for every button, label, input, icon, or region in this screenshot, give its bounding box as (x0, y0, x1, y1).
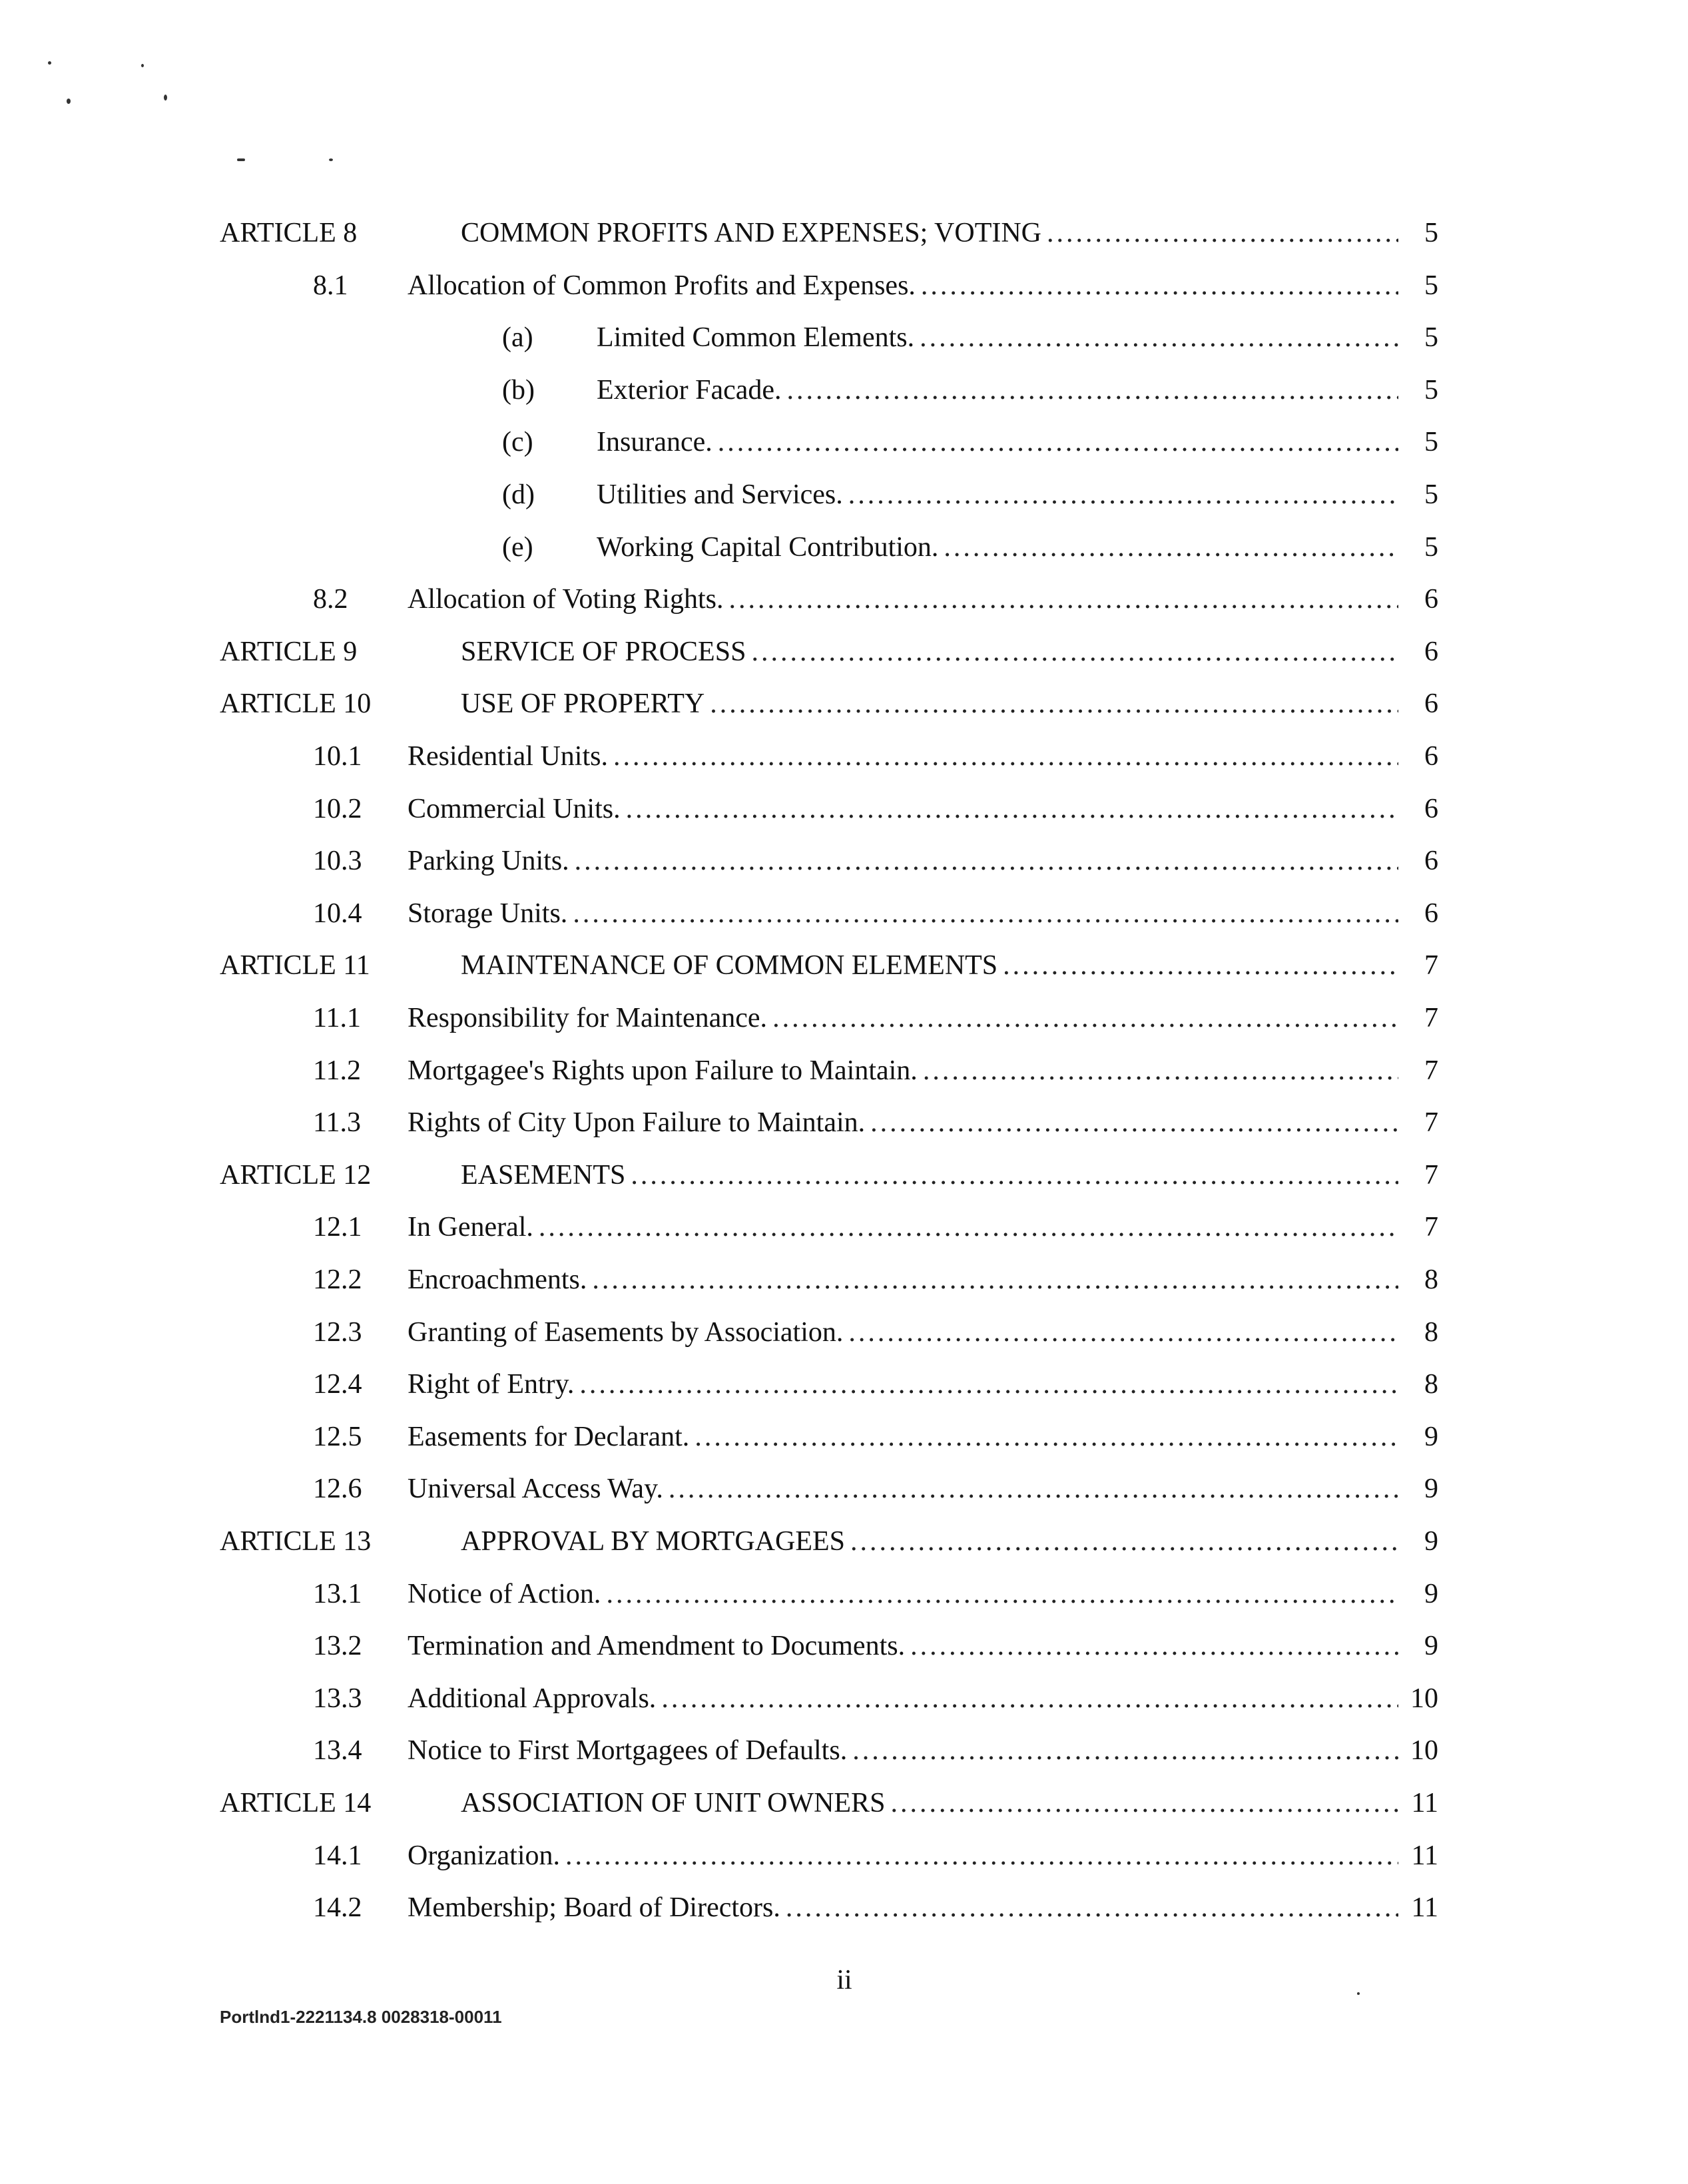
toc-entry-page: 9 (1424, 1631, 1438, 1661)
toc-entry-section (220, 1731, 1438, 1771)
toc-entry-page: 8 (1424, 1264, 1438, 1295)
toc-entry-number: 12.4 (313, 1369, 362, 1400)
toc-entry-title-line (408, 1679, 1398, 1719)
toc-entry-article (220, 632, 1438, 672)
toc-entry-title-line (461, 1783, 1398, 1823)
toc-entry-number: 11.3 (313, 1107, 361, 1138)
toc-entry-title: COMMON PROFITS AND EXPENSES; VOTING (461, 218, 1042, 248)
dot-leader (772, 998, 1398, 1038)
toc-entry-title-line (597, 318, 1398, 358)
toc-entry-page: 8 (1424, 1369, 1438, 1400)
toc-entry-number: 12.2 (313, 1264, 362, 1295)
toc-entry-page: 11 (1411, 1892, 1438, 1923)
toc-entry-page: 7 (1424, 1212, 1438, 1242)
toc-entry-title-line (408, 894, 1398, 934)
toc-entry-page: 7 (1424, 1107, 1438, 1138)
toc-entry-page: 8 (1424, 1317, 1438, 1348)
dot-leader (786, 1888, 1398, 1928)
toc-entry-title: Rights of City Upon Failure to Maintain. (408, 1107, 866, 1138)
toc-entry-number: 10.1 (313, 741, 362, 772)
toc-entry-title-line (408, 736, 1398, 776)
toc-entry-page: 7 (1424, 1160, 1438, 1191)
toc-entry-title: Residential Units. (408, 741, 608, 772)
toc-entry-number: 8.1 (313, 270, 348, 301)
toc-entry-title-line (408, 1888, 1398, 1928)
dot-leader (592, 1260, 1398, 1300)
toc-entry-title: Parking Units. (408, 846, 569, 876)
toc-entry-number: ARTICLE 9 (220, 637, 358, 667)
toc-entry-number: 13.1 (313, 1579, 362, 1609)
dot-leader (870, 1103, 1398, 1143)
toc-entry-title-line (461, 213, 1398, 253)
toc-entry-title: Termination and Amendment to Documents. (408, 1631, 906, 1661)
toc-entry-page: 10 (1410, 1683, 1438, 1714)
toc-entry-number: ARTICLE 8 (220, 218, 358, 248)
toc-entry-section (220, 1260, 1438, 1300)
toc-entry-title: Granting of Easements by Association. (408, 1317, 844, 1348)
scan-speck (164, 95, 167, 101)
toc-entry-title-line (408, 1417, 1398, 1457)
dot-leader (710, 684, 1398, 724)
toc-entry-title-line (408, 1051, 1398, 1091)
dot-leader (890, 1783, 1398, 1823)
toc-entry-article (220, 1521, 1438, 1561)
dot-leader (923, 1051, 1398, 1091)
toc-entry-subsection (220, 475, 1438, 515)
toc-entry-page: 5 (1424, 218, 1438, 248)
toc-entry-page: 7 (1424, 950, 1438, 981)
toc-entry-number: 11.1 (313, 1003, 361, 1033)
toc-entry-title: Organization. (408, 1840, 560, 1871)
toc-entry-page: 6 (1424, 794, 1438, 824)
dot-leader (910, 1626, 1398, 1666)
toc-entry-title: Additional Approvals. (408, 1683, 657, 1714)
toc-entry-number: 10.4 (313, 898, 362, 929)
toc-entry-number: 11.2 (313, 1055, 361, 1086)
toc-entry-page: 9 (1424, 1526, 1438, 1557)
toc-entry-title-line (408, 789, 1398, 829)
toc-entry-title-line (408, 1103, 1398, 1143)
toc-entry-page: 9 (1424, 1474, 1438, 1504)
scan-speck (329, 158, 333, 161)
toc-entry-number: 13.2 (313, 1631, 362, 1661)
toc-entry-page: 11 (1411, 1788, 1438, 1818)
toc-entry-page: 6 (1424, 688, 1438, 719)
dot-leader (575, 841, 1398, 881)
toc-entry-subsection (220, 370, 1438, 410)
toc-entry-title: Commercial Units. (408, 794, 621, 824)
toc-entry-page: 6 (1424, 898, 1438, 929)
toc-entry-section (220, 1364, 1438, 1404)
toc-entry-number: 10.3 (313, 846, 362, 876)
dot-leader (921, 266, 1398, 306)
dot-leader (852, 1731, 1398, 1771)
toc-entry-title: Notice to First Mortgagees of Defaults. (408, 1735, 848, 1766)
toc-entry-title-line (408, 841, 1398, 881)
scan-speck (48, 61, 51, 65)
toc-entry-title-line (408, 1626, 1398, 1666)
toc-entry-title: In General. (408, 1212, 533, 1242)
toc-entry-number: 10.2 (313, 794, 362, 824)
toc-entry-page: 6 (1424, 584, 1438, 615)
toc-entry-number: (c) (502, 427, 533, 457)
document-id: Portlnd1-2221134.8 0028318-00011 (220, 2007, 502, 2027)
toc-entry-section (220, 1417, 1438, 1457)
toc-entry-section (220, 1836, 1438, 1876)
toc-entry-number: (d) (502, 479, 535, 510)
toc-entry-page: 6 (1424, 846, 1438, 876)
toc-entry-title-line (461, 946, 1398, 985)
toc-entry-title: Working Capital Contribution. (597, 532, 939, 563)
toc-entry-number: ARTICLE 14 (220, 1788, 372, 1818)
toc-entry-number: 12.1 (313, 1212, 362, 1242)
toc-entry-page: 10 (1410, 1735, 1438, 1766)
scan-speck (67, 99, 71, 104)
toc-entry-number: 14.2 (313, 1892, 362, 1923)
toc-entry-section (220, 841, 1438, 881)
dot-leader (579, 1364, 1398, 1404)
toc-entry-number: ARTICLE 11 (220, 950, 370, 981)
toc-entry-section (220, 736, 1438, 776)
toc-entry-title: MAINTENANCE OF COMMON ELEMENTS (461, 950, 998, 981)
toc-entry-subsection (220, 527, 1438, 567)
toc-entry-title: Insurance. (597, 427, 712, 457)
toc-entry-number: 12.5 (313, 1422, 362, 1452)
toc-entry-title-line (408, 1731, 1398, 1771)
toc-entry-number: 13.4 (313, 1735, 362, 1766)
toc-entry-page: 7 (1424, 1003, 1438, 1033)
toc-entry-section (220, 894, 1438, 934)
toc-entry-title: Mortgagee's Rights upon Failure to Maintain. (408, 1055, 918, 1086)
toc-entry-title-line (597, 370, 1398, 410)
toc-entry-page: 5 (1424, 532, 1438, 563)
toc-entry-title-line (408, 1364, 1398, 1404)
toc-entry-section (220, 1679, 1438, 1719)
toc-entry-title-line (408, 579, 1398, 619)
toc-entry-article (220, 213, 1438, 253)
toc-entry-section (220, 1626, 1438, 1666)
dot-leader (751, 632, 1398, 672)
toc-entry-title-line (597, 527, 1398, 567)
dot-leader (631, 1155, 1398, 1195)
toc-entry-title: Encroachments. (408, 1264, 587, 1295)
dot-leader (920, 318, 1398, 358)
toc-entry-page: 7 (1424, 1055, 1438, 1086)
toc-entry-title: SERVICE OF PROCESS (461, 637, 746, 667)
dot-leader (626, 789, 1398, 829)
toc-entry-section (220, 1888, 1438, 1928)
toc-entry-title: Responsibility for Maintenance. (408, 1003, 768, 1033)
toc-entry-title-line (408, 1836, 1398, 1876)
toc-entry-page: 9 (1424, 1579, 1438, 1609)
scan-speck (1357, 1992, 1360, 1995)
toc-entry-title-line (408, 1469, 1398, 1509)
dot-leader (848, 1312, 1398, 1352)
dot-leader (539, 1207, 1398, 1247)
toc-entry-title: Easements for Declarant. (408, 1422, 690, 1452)
toc-entry-title-line (461, 1155, 1398, 1195)
toc-entry-title: Storage Units. (408, 898, 568, 929)
toc-entry-title-line (408, 998, 1398, 1038)
dot-leader (1047, 213, 1398, 253)
dot-leader (573, 894, 1398, 934)
toc-entry-title: APPROVAL BY MORTGAGEES (461, 1526, 846, 1557)
toc-entry-section (220, 266, 1438, 306)
toc-entry-title: Allocation of Common Profits and Expenses. (408, 270, 916, 301)
toc-entry-section (220, 1312, 1438, 1352)
toc-entry-title: Membership; Board of Directors. (408, 1892, 780, 1923)
scan-speck (237, 158, 245, 161)
toc-entry-section (220, 1469, 1438, 1509)
toc-entry-number: (b) (502, 375, 535, 406)
toc-entry-section (220, 1051, 1438, 1091)
toc-entry-number: 13.3 (313, 1683, 362, 1714)
toc-entry-title: Right of Entry. (408, 1369, 575, 1400)
dot-leader (565, 1836, 1398, 1876)
toc-entry-page: 6 (1424, 637, 1438, 667)
toc-entry-number: 14.1 (313, 1840, 362, 1871)
toc-entry-number: (e) (502, 532, 533, 563)
toc-entry-page: 5 (1424, 322, 1438, 353)
toc-entry-title-line (408, 1574, 1398, 1614)
toc-entry-number: ARTICLE 13 (220, 1526, 372, 1557)
toc-entry-number: (a) (502, 322, 533, 353)
toc-entry-title-line (408, 1260, 1398, 1300)
dot-leader (606, 1574, 1398, 1614)
toc-entry-section (220, 1103, 1438, 1143)
dot-leader (1003, 946, 1398, 985)
toc-entry-title-line (597, 475, 1398, 515)
toc-entry-page: 11 (1411, 1840, 1438, 1871)
toc-entry-number: 12.6 (313, 1474, 362, 1504)
toc-entry-subsection (220, 318, 1438, 358)
toc-entry-article (220, 946, 1438, 985)
toc-entry-title: Exterior Facade. (597, 375, 782, 406)
toc-entry-title: Universal Access Way. (408, 1474, 663, 1504)
dot-leader (661, 1679, 1398, 1719)
scan-speck (141, 64, 144, 67)
toc-entry-title-line (597, 422, 1398, 462)
toc-entry-page: 5 (1424, 270, 1438, 301)
toc-entry-page: 9 (1424, 1422, 1438, 1452)
toc-entry-article (220, 1783, 1438, 1823)
toc-entry-section (220, 1207, 1438, 1247)
toc-entry-title: Notice of Action. (408, 1579, 601, 1609)
toc-entry-number: 8.2 (313, 584, 348, 615)
toc-entry-title: Limited Common Elements. (597, 322, 915, 353)
page-number: ii (836, 1965, 852, 1996)
toc-entry-title: Utilities and Services. (597, 479, 843, 510)
toc-entry-title-line (461, 1521, 1398, 1561)
toc-entry-section (220, 1574, 1438, 1614)
toc-entry-page: 6 (1424, 741, 1438, 772)
toc-entry-article (220, 684, 1438, 724)
toc-entry-title-line (461, 684, 1398, 724)
toc-entry-section (220, 998, 1438, 1038)
dot-leader (787, 370, 1398, 410)
dot-leader (613, 736, 1398, 776)
toc-entry-title-line (408, 1312, 1398, 1352)
toc-entry-title-line (408, 266, 1398, 306)
toc-entry-title: EASEMENTS (461, 1160, 626, 1191)
dot-leader (695, 1417, 1398, 1457)
toc-entry-number: ARTICLE 10 (220, 688, 372, 719)
dot-leader (728, 579, 1398, 619)
toc-entry-title: Allocation of Voting Rights. (408, 584, 724, 615)
toc-entry-section (220, 789, 1438, 829)
dot-leader (850, 1521, 1398, 1561)
dot-leader (944, 527, 1398, 567)
dot-leader (718, 422, 1398, 462)
toc-entry-page: 5 (1424, 375, 1438, 406)
dot-leader (669, 1469, 1398, 1509)
toc-entry-page: 5 (1424, 479, 1438, 510)
toc-entry-section (220, 579, 1438, 619)
dot-leader (848, 475, 1398, 515)
toc-entry-subsection (220, 422, 1438, 462)
toc-entry-number: 12.3 (313, 1317, 362, 1348)
toc-entry-title-line (408, 1207, 1398, 1247)
toc-entry-page: 5 (1424, 427, 1438, 457)
toc-entry-title: USE OF PROPERTY (461, 688, 705, 719)
toc-entry-article (220, 1155, 1438, 1195)
toc-entry-title-line (461, 632, 1398, 672)
toc-entry-title: ASSOCIATION OF UNIT OWNERS (461, 1788, 886, 1818)
toc-entry-number: ARTICLE 12 (220, 1160, 372, 1191)
